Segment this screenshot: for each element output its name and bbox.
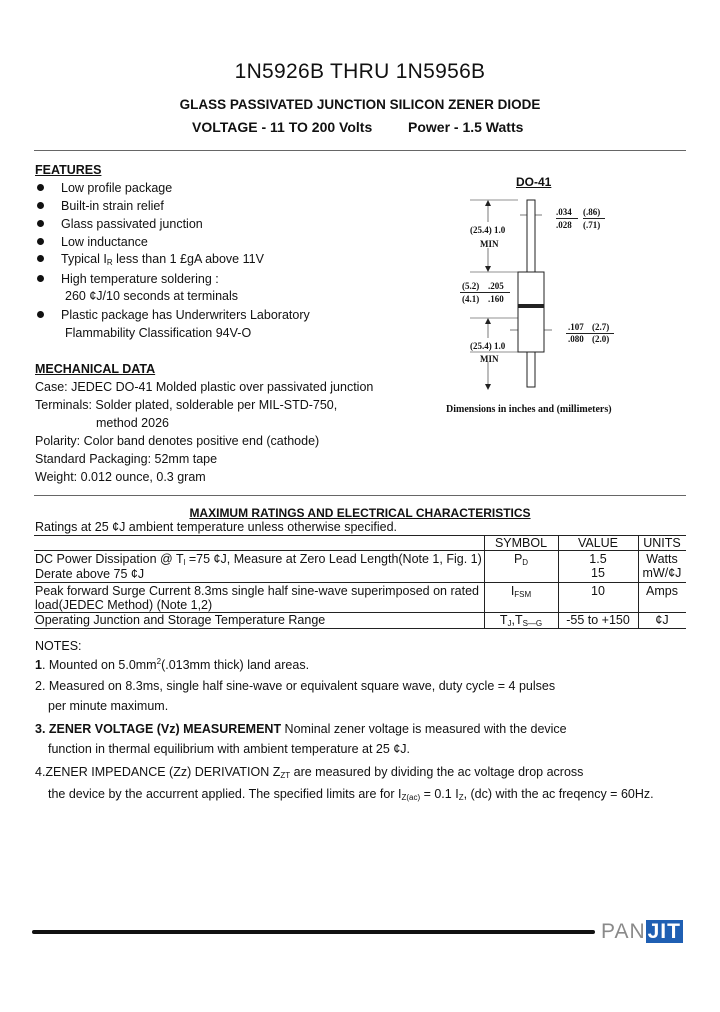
feature-item-typical: Typical $I_R$ less than 1 £gA above 11V [61,252,264,267]
voltage-range: VOLTAGE - 11 TO 200 Volts [192,119,373,135]
feature-item-solder: High temperature soldering : [61,272,219,286]
ratings-condition-note: Ratings at 25 ¢J ambient temperature unless otherwise specified. [35,520,397,534]
note-3: 3. ZENER VOLTAGE (Vz) MEASUREMENT Nominal zener voltage is measured with the device [35,722,567,736]
lead-length-top: (25.4) 1.0 [470,225,506,235]
mech-weight: Weight: 0.012 ounce, 0.3 gram [35,470,206,484]
param-temperature-range: Operating Junction and Storage Temperature Range [35,613,326,627]
value-power: 1.5 [589,552,607,566]
feature-item-plastic-detail: Flammability Classification 94V-O [65,326,252,340]
lead-length-bottom-min: MIN [480,354,499,364]
document-subtitle: GLASS PASSIVATED JUNCTION SILICON ZENER DIODE [179,97,541,112]
features-heading: FEATURES [35,163,102,177]
feature-item: Low profile package [61,181,173,195]
lead-dia-max-mm: (.86) [583,207,601,217]
package-name: DO-41 [516,175,552,189]
mech-packaging: Standard Packaging: 52mm tape [35,452,218,466]
lead-dia-min-mm: (.71) [583,220,601,230]
symbol-tj-tstg: $T_J,T_{S—G}$ [499,613,543,628]
mech-polarity: Polarity: Color band denotes positive end (cathode) [35,434,320,448]
diagram-caption: Dimensions in inches and (millimeters) [446,404,612,415]
param-power-dissipation: DC Power Dissipation @ $T_l =75$ ¢J, Measure at Zero Lead Length(Note 1, Fig. 1) [35,552,482,567]
lead-length-top-min: MIN [480,239,499,249]
body-length-max-mm: (5.2) [462,281,480,291]
param-surge-current-method: load(JEDEC Method) (Note 1,2) [35,598,213,612]
unit-celsius: ¢J [655,613,669,627]
note-4: 4.ZENER IMPEDANCE (Zz) DERIVATION $Z_{ZT}$ are measured by dividing the ac voltage drop across [35,765,584,780]
note-2-cont: per minute maximum. [48,699,169,713]
symbol-pd: $P_D$ [513,552,529,567]
feature-item-solder-detail: 260 ¢J/10 seconds at terminals [65,289,239,303]
value-derate: 15 [591,566,605,580]
section-divider [34,495,686,496]
value-temperature: -55 to +150 [566,613,630,627]
body-dia-min-mm: (2.0) [592,334,610,344]
ratings-heading: MAXIMUM RATINGS AND ELECTRICAL CHARACTERISTICS [189,506,531,520]
param-derate: Derate above 75 ¢J [35,567,145,581]
document-title: 1N5926B THRU 1N5956B [234,60,486,83]
col-header-symbol: SYMBOL [494,536,548,550]
note-2: 2. Measured on 8.3ms, single half sine-wave or equivalent square wave, duty cycle = 4 pulses [35,679,556,693]
table-rule [34,582,686,583]
mechanical-heading: MECHANICAL DATA [35,362,156,376]
body-dia-max: .107 [568,322,584,332]
feature-item-plastic: Plastic package has Underwriters Laboratory [61,308,310,322]
fraction-bar [460,292,510,293]
body-length-min: .160 [488,294,504,304]
note-1: 1. Mounted on $5.0mm^2(.013mm$ thick) land areas. [35,657,310,672]
footer-rule [32,930,595,934]
table-rule [34,550,686,551]
body-dia-min: .080 [568,334,584,344]
body-dia-max-mm: (2.7) [592,322,610,332]
col-header-value: VALUE [577,536,619,550]
note-3-cont: function in thermal equilibrium with ambient temperature at 25 ¢J. [48,742,410,756]
power-rating: Power - 1.5 Watts [408,119,524,135]
logo-text-jit: JIT [647,920,681,943]
body-length-max: .205 [488,281,504,291]
notes-heading: NOTES: [35,639,82,653]
feature-item: Glass passivated junction [61,217,203,231]
table-rule [34,628,686,629]
unit-mw-per-c: mW/¢J [642,566,682,580]
param-surge-current: Peak forward Surge Current 8.3ms single half sine-wave superimposed on rated [35,584,479,598]
unit-watts: Watts [646,552,678,566]
mech-terminals: Terminals: Solder plated, solderable per MIL-STD-750, [35,398,338,412]
mech-case: Case: JEDEC DO-41 Molded plastic over passivated junction [35,380,374,394]
lead-length-bottom: (25.4) 1.0 [470,341,506,351]
mech-terminals-method: method 2026 [96,416,169,430]
value-surge: 10 [591,584,605,598]
feature-item: Low inductance [61,235,148,249]
fraction-bar [556,218,578,219]
feature-item: Built-in strain relief [61,199,164,213]
lead-dia-min: .028 [556,220,572,230]
lead-dia-max: .034 [556,207,572,217]
fraction-bar [583,218,605,219]
note-4-cont: the device by the accurrent applied. The specified limits are for $I_{Z(ac)} = 0.1$ $I_Z$, (dc) with the ac freqency = 60Hz. [48,787,654,802]
logo-text-pan: PAN [601,920,646,943]
body-length-min-mm: (4.1) [462,294,480,304]
symbol-ifsm: $I_{FSM}$ [510,584,532,599]
panjit-logo [601,920,683,944]
unit-amps: Amps [646,584,678,598]
col-header-units: UNITS [643,536,681,550]
